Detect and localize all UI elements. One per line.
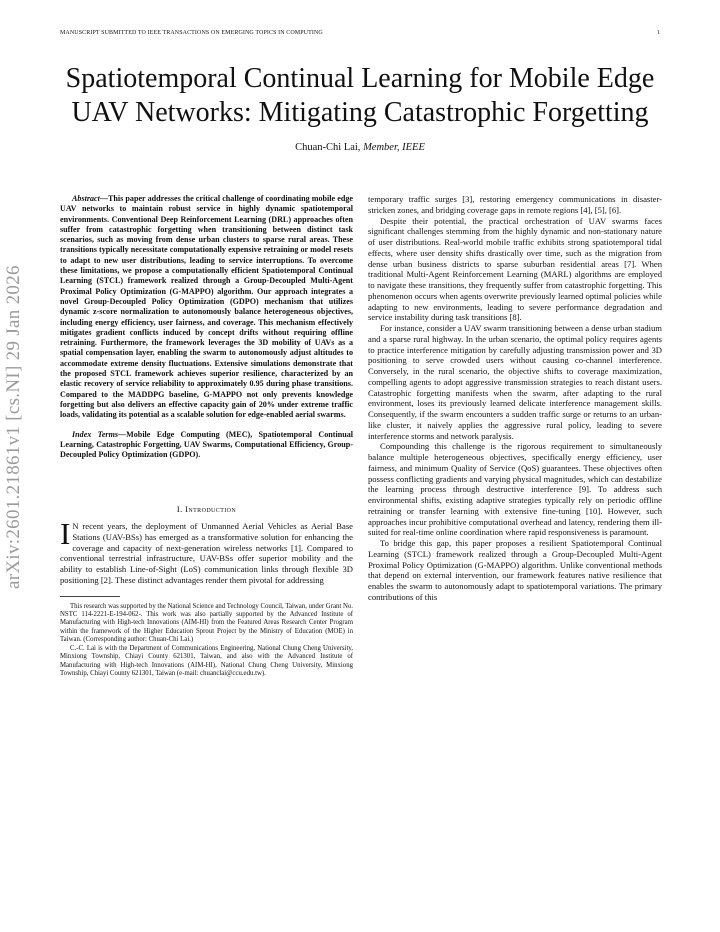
funding-footnote: This research was supported by the National Science and Technology Council, Taiwan, under Grant No. NSTC 114-2221-E-194-062-. This work was also partially supported by the Advanced Institute of Manufacturing with High-tech Innovations (AIM-HI) from the Featured Areas Research Center Program within the framework of the Higher Education Sprout Project by the Ministry of Education (MOE) in Taiwan. (Corresponding author: Chuan-Chi Lai.) <box>60 602 353 644</box>
abstract-text: —This paper addresses the critical challenge of coordinating mobile edge UAV networks to maintain robust service in highly dynamic spatiotemporal environments. Conventional Deep Reinforcement Learning (DRL) approaches often suffer from catastrophic forgetting when transitioning between distinct task scenarios, such as moving from dense urban clusters to sparse rural areas. These transitions typically necessitate computationally expensive retraining or model resets to adapt to new user distributions, leading to service interruptions. To overcome these limitations, we propose a computationally efficient Spatiotemporal Continual Learning (STCL) framework realized through a Group-Decoupled Multi-Agent Proximal Policy Optimization (G-MAPPO) algorithm. Our approach integrates a novel Group-Decoupled Policy Optimization (GDPO) mechanism that utilizes dynamic z-score normalization to autonomously balance heterogeneous objectives, including energy efficiency, user fairness, and coverage. This mechanism effectively mitigates gradient conflicts induced by concept drifts without requiring offline retraining. Furthermore, the framework leverages the 3D mobility of UAVs as a spatial compensation layer, enabling the swarm to autonomously adjust altitudes to accommodate extreme density fluctuations. Extensive simulations demonstrate that the proposed STCL framework achieves superior resilience, characterized by an elastic recovery of service reliability to approximately 0.95 during phase transitions. Compared to the MADDPG baseline, G-MAPPO not only prevents knowledge forgetting but also delivers an effective capacity gain of 20% under extreme traffic loads, validating its potential as a scalable solution for edge-enabled aerial swarms. <box>60 194 353 420</box>
paper-title <box>40 62 680 130</box>
body-paragraph: Compounding this challenge is the rigorous requirement to simultaneously balance multiple heterogeneous objectives, specifically energy efficiency, user fairness, and minimum Quality of Service (QoS) guarantees. These objectives often possess conflicting gradients and varying physical magnitudes, which can destabilize the learning process through destructive interference [9]. To address such environmental shifts, existing adaptive strategies typically rely on periodic offline retraining or transfer learning with extensive fine-tuning [10]. However, such approaches incur prohibitive computational overhead and latency, rendering them ill-suited for real-time online coordination where rapid responsiveness is paramount. <box>368 441 662 538</box>
page-number: 1 <box>657 30 661 36</box>
abstract <box>60 194 353 421</box>
body-paragraph: To bridge this gap, this paper proposes a resilient Spatiotemporal Continual Learning (STCL) framework realized through a Group-Decoupled Multi-Agent Proximal Policy Optimization (G-MAPPO) algorithm. Unlike conventional methods that depend on external intervention, our framework features native resilience that enables the swarm to autonomously adapt to spatiotemporal variations. The primary contributions of this <box>368 538 662 602</box>
index-terms-label: Index Terms <box>72 429 119 439</box>
section-title: Introduction <box>185 504 237 515</box>
title-line-1: Spatiotemporal Continual Learning for Mobile Edge <box>65 63 655 94</box>
section-heading <box>60 504 353 515</box>
footnote-divider <box>60 596 120 597</box>
intro-paragraph <box>60 516 353 586</box>
author-role: Member, IEEE <box>363 142 425 153</box>
author-name: Chuan-Chi Lai, <box>295 142 361 153</box>
affiliation-footnote: C.-C. Lai is with the Department of Communications Engineering, National Chung Cheng University, Minxiong Township, Chiayi County 621301, Taiwan, and also with the Advanced Institute of Manufacturing with High-tech Innovations (AIM-HI), National Chung Cheng University, Minxiong Township, Chiayi County 621301, Taiwan (e-mail: chuanclai@ccu.edu.tw). <box>60 644 353 677</box>
section-number: I. <box>176 504 183 515</box>
right-column <box>368 194 662 603</box>
arxiv-stamp: arXiv:2601.21861v1 [cs.NI] 29 Jan 2026 <box>3 265 24 589</box>
abstract-label: Abstract <box>72 194 100 203</box>
title-line-2: UAV Networks: Mitigating Catastrophic Forgetting <box>71 97 649 128</box>
running-header: MANUSCRIPT SUBMITTED TO IEEE TRANSACTIONS ON EMERGING TOPICS IN COMPUTING <box>60 30 323 36</box>
drop-cap: I <box>60 516 71 552</box>
body-paragraph-continued: temporary traffic surges [3], restoring emergency communications in disaster-stricken zones, and bridging coverage gaps in remote regions [4], [5], [6]. <box>368 194 662 215</box>
intro-text: N recent years, the deployment of Unmanned Aerial Vehicles as Aerial Base Stations (UAV-BSs) has emerged as a transformative solution for enhancing the coverage and capacity of next-generation wireless networks [1]. Compared to conventional terrestrial infrastructure, UAV-BSs offer superior mobility and the ability to establish Line-of-Sight (LoS) communication links through flexible 3D positioning [2]. These distinct advantages render them pivotal for addressing <box>60 521 353 585</box>
body-paragraph: Despite their potential, the practical orchestration of UAV swarms faces significant challenges stemming from the highly dynamic and non-stationary nature of user distributions. Real-world mobile traffic exhibits strong spatiotemporal tidal effects, where user density shifts drastically over time, such as the migration from dense urban business districts to sparse suburban residential areas [7]. When traditional Multi-Agent Reinforcement Learning (MARL) algorithms are employed to navigate these transitions, they frequently suffer from catastrophic forgetting. This phenomenon occurs when agents overwrite previously learned optimal policies while adapting to new environments, leading to severe performance degradation and service instability during task transitions [8]. <box>368 215 662 323</box>
body-paragraph: For instance, consider a UAV swarm transitioning between a dense urban stadium and a sparse rural highway. In the urban scenario, the optimal policy requires agents to practice interference mitigation by carefully adjusting transmission power and 3D positioning to serve crowded users without causing co-channel interference. Conversely, in the rural scenario, the objective shifts to coverage maximization, compelling agents to adopt aggressive transmission strategies to reach distant users. Catastrophic forgetting manifests when the swarm, after adapting to the rural environment, loses its previously learned delicate interference management skills. Consequently, if the swarm encounters a sudden traffic surge or returns to an urban-like cluster, it naively applies the aggressive rural policy, leading to severe interference storms and network paralysis. <box>368 323 662 441</box>
author-line <box>40 142 680 153</box>
left-column <box>60 194 353 678</box>
index-terms <box>60 430 353 461</box>
index-terms-text: —Mobile Edge Computing (MEC), Spatiotemporal Continual Learning, Catastrophic Forgetting, UAV Swarms, Computational Efficiency, Group-Decoupled Policy Optimization (GDPO). <box>60 429 353 460</box>
